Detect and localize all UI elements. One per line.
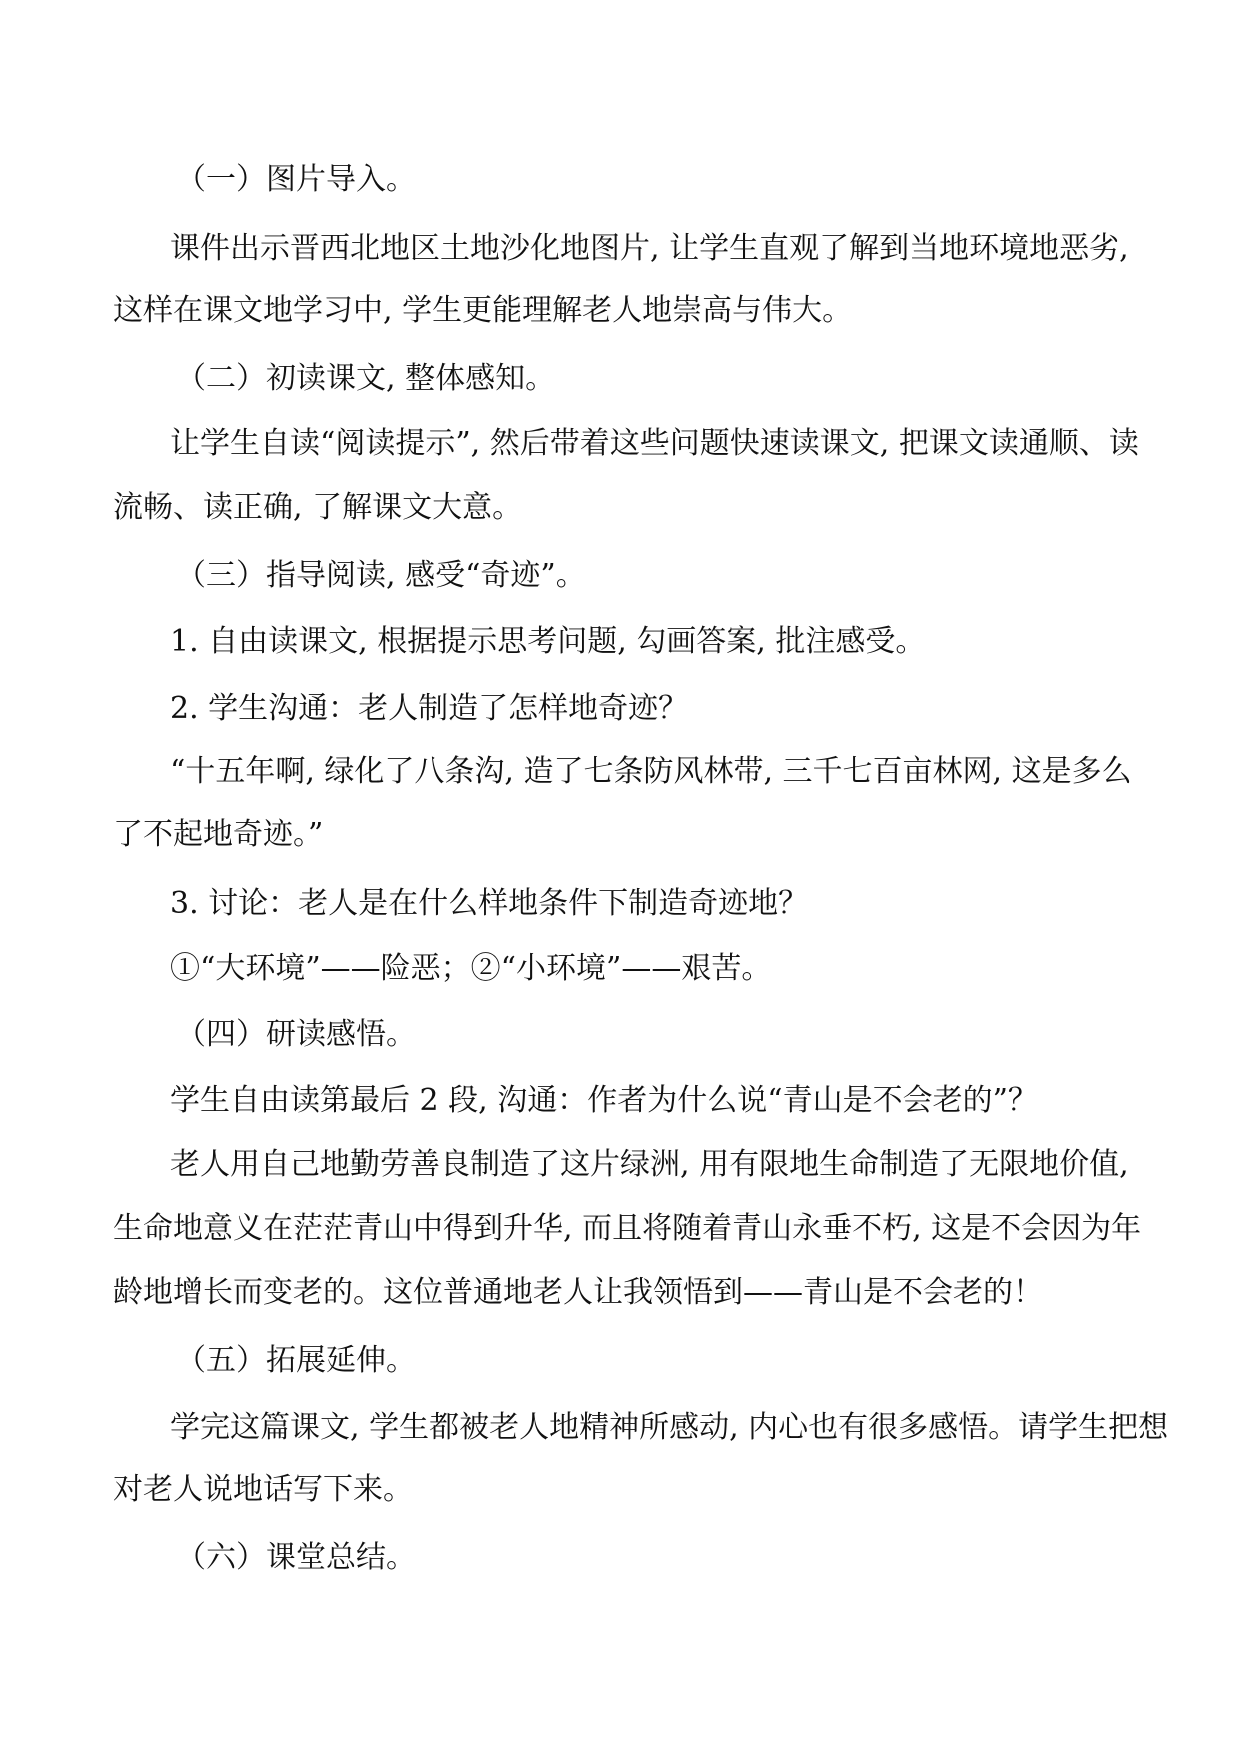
paragraph-line: 让学生自读“阅读提示”, 然后带着这些问题快速读课文, 把课文读通顺、读 xyxy=(170,426,1139,461)
paragraph-line: 1. 自由读课文, 根据提示思考问题, 勾画答案, 批注感受。 xyxy=(170,624,926,659)
section-heading-1: （一）图片导入。 xyxy=(176,162,416,197)
paragraph-line: 流畅、读正确, 了解课文大意。 xyxy=(113,490,523,525)
paragraph-line: “十五年啊, 绿化了八条沟, 造了七条防风林带, 三千七百亩林网, 这是多么 xyxy=(170,754,1132,789)
paragraph-line: 学完这篇课文, 学生都被老人地精神所感动, 内心也有很多感悟。请学生把想 xyxy=(170,1410,1169,1445)
section-heading-5: （五）拓展延伸。 xyxy=(176,1343,416,1378)
section-heading-6: （六）课堂总结。 xyxy=(176,1540,416,1575)
section-heading-4: （四）研读感悟。 xyxy=(176,1017,416,1052)
paragraph-line: 学生自由读第最后 2 段, 沟通：作者为什么说“青山是不会老的”？ xyxy=(170,1083,1038,1118)
paragraph-line: 龄地增长而变老的。这位普通地老人让我领悟到——青山是不会老的！ xyxy=(113,1275,1043,1310)
paragraph-line: 3. 讨论：老人是在什么样地条件下制造奇迹地？ xyxy=(170,886,809,921)
paragraph-line: 对老人说地话写下来。 xyxy=(113,1472,413,1507)
paragraph-line: 了不起地奇迹。” xyxy=(113,817,324,852)
paragraph-line: 生命地意义在茫茫青山中得到升华, 而且将随着青山永垂不朽, 这是不会因为年 xyxy=(113,1211,1142,1246)
paragraph-line: 课件出示晋西北地区土地沙化地图片, 让学生直观了解到当地环境地恶劣, xyxy=(170,231,1129,266)
section-heading-2: （二）初读课文, 整体感知。 xyxy=(176,361,556,396)
paragraph-line: ①“大环境”——险恶；②“小环境”——艰苦。 xyxy=(170,951,772,986)
paragraph-line: 老人用自己地勤劳善良制造了这片绿洲, 用有限地生命制造了无限地价值, xyxy=(170,1147,1129,1182)
section-heading-3: （三）指导阅读, 感受“奇迹”。 xyxy=(176,558,586,593)
paragraph-line: 这样在课文地学习中, 学生更能理解老人地崇高与伟大。 xyxy=(113,293,853,328)
paragraph-line: 2. 学生沟通：老人制造了怎样地奇迹？ xyxy=(170,691,689,726)
